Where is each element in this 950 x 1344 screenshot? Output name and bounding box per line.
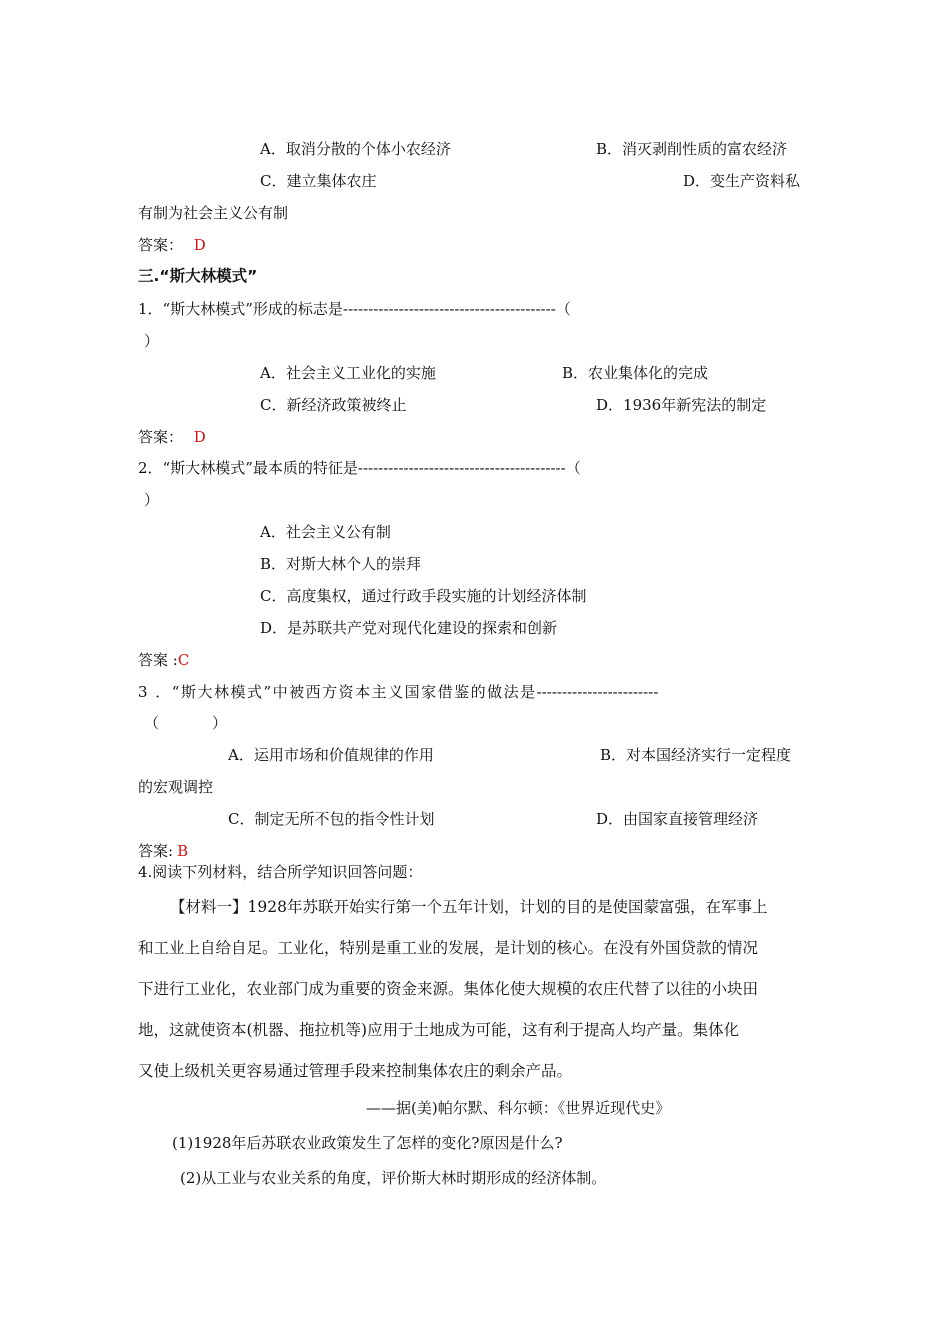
q2-text: 2．“斯大林模式”最本质的特征是 [138,459,358,477]
q3-option-a: A．运用市场和价值规律的作用 [228,746,434,764]
prev-option-c: C．建立集体农庄 [260,172,377,190]
q3-answer [138,841,188,861]
q4-subquestion-1: (1)1928年后苏联农业政策发生了怎样的变化?原因是什么? [172,1134,563,1152]
q2-stem [138,458,581,478]
material-line: 下进行工业化，农业部门成为重要的资金来源。集体化使大规模的农庄代替了以往的小块田 [138,980,759,998]
material-line: 【材料一】1928年苏联开始实行第一个五年计划，计划的目的是使国蒙富强，在军事上 [170,898,768,916]
answer-label: 答案: [138,842,174,860]
q2-answer [138,650,189,670]
q2-option-d: D．是苏联共产党对现代化建设的探索和创新 [260,619,558,637]
q2-option-c: C．高度集权，通过行政手段实施的计划经济体制 [260,587,587,605]
q1-stem [138,299,571,319]
q3-option-b: B．对本国经济实行一定程度 [600,746,792,764]
q1-dashes: ------------------------------------------ [342,300,556,318]
prev-answer [138,235,206,255]
q3-option-d: D．由国家直接管理经济 [596,810,759,828]
q2-option-a: A．社会主义公有制 [260,523,391,541]
answer-value: B [177,842,189,860]
q1-option-c: C．新经济政策被终止 [260,396,407,414]
answer-value: D [193,428,206,446]
material-line: 又使上级机关更容易通过管理手段来控制集体农庄的剩余产品。 [138,1062,573,1080]
q1-answer [138,427,206,447]
material-source: ——据(美)帕尔默、科尔顿：《世界近现代史》 [366,1099,671,1117]
q4-intro: 4.阅读下列材料，结合所学知识回答问题： [138,863,423,881]
q2-dashes: ----------------------------------------- [357,459,566,477]
material-line: 地，这就使资本(机器、拖拉机等)应用于土地成为可能，这有利于提高人均产量。集体化 [138,1021,740,1039]
q3-option-b-wrap: 的宏观调控 [138,778,214,796]
answer-label: 答案： [138,428,184,446]
q1-option-b: B．农业集体化的完成 [562,364,709,382]
q1-text: 1．“斯大林模式”形成的标志是 [138,300,343,318]
q2-paren-close: ） [144,491,160,509]
q2-paren-open: （ [565,459,581,477]
prev-option-b: B．消灭剥削性质的富农经济 [596,140,788,158]
prev-option-d-wrap: 有制为社会主义公有制 [138,204,289,222]
q3-paren: （ ） [144,714,230,732]
q1-option-d: D．1936年新宪法的制定 [596,396,767,414]
q1-option-a: A．社会主义工业化的实施 [260,364,436,382]
material-line: 和工业上自给自足。工业化，特别是重工业的发展，是计划的核心。在没有外国贷款的情况 [138,939,759,957]
q1-paren-open: （ [555,300,571,318]
q3-text: 3 ．“斯大林模式”中被西方资本主义国家借鉴的做法是 [138,683,537,701]
answer-label: 答案： [138,236,184,254]
section-title: 三.“斯大林模式” [138,267,258,285]
q2-option-b: B．对斯大林个人的崇拜 [260,555,422,573]
q3-stem [138,682,658,702]
prev-option-d: D．变生产资料私 [683,172,801,190]
answer-value: D [193,236,206,254]
prev-option-a: A．取消分散的个体小农经济 [260,140,451,158]
answer-label: 答案 : [138,651,178,669]
q3-option-c: C．制定无所不包的指令性计划 [228,810,435,828]
q4-subquestion-2: (2)从工业与农业关系的角度，评价斯大林时期形成的经济体制。 [180,1169,607,1187]
q1-paren-close: ） [144,332,160,350]
answer-value: C [177,651,190,669]
q3-dashes: ------------------------ [536,683,659,701]
